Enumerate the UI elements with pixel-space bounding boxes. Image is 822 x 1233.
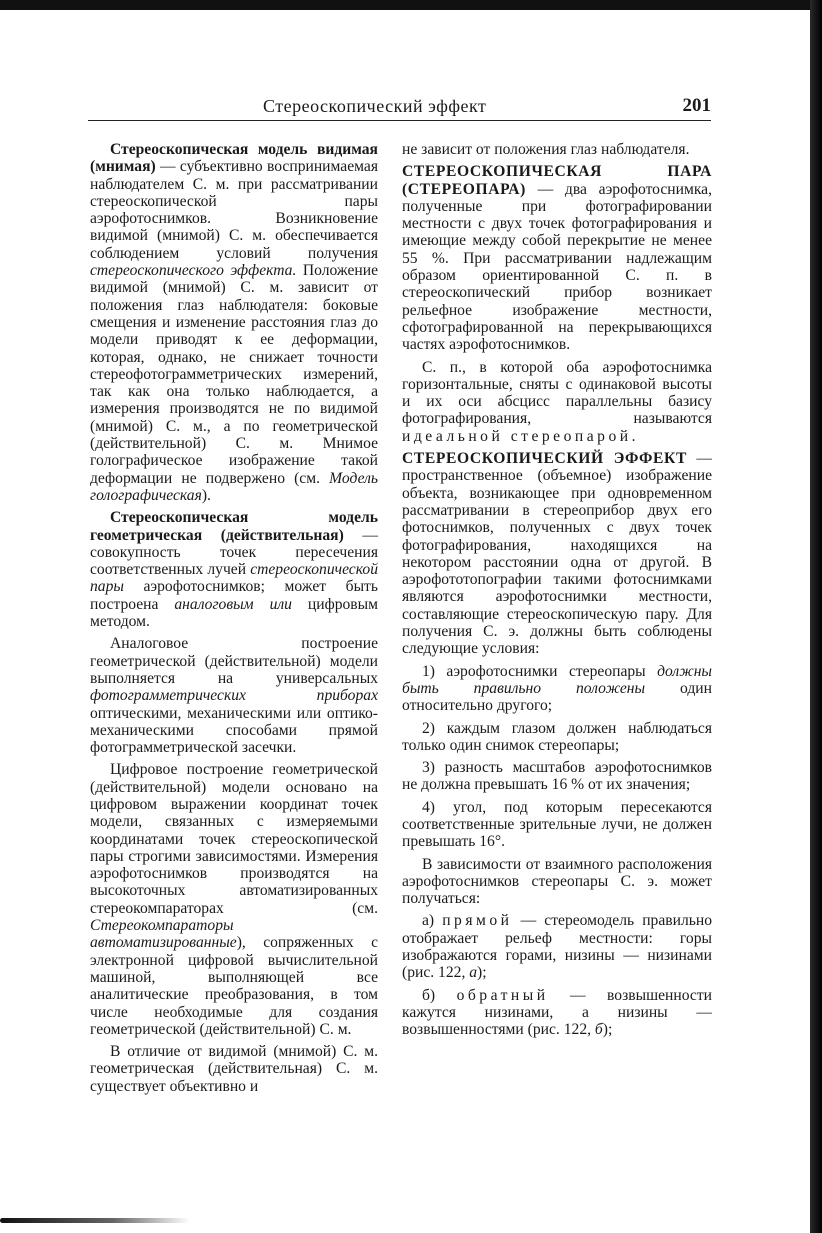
spaced-term: прямой (442, 912, 513, 930)
paragraph-text: С. п., в которой оба аэрофотоснимка горизонтальные, сняты с одинаковой высоты и их оси абсцисс параллельны базису фотографирования, называются (402, 358, 712, 428)
entry-text: ). (201, 486, 211, 504)
entry-model-visible (90, 141, 378, 504)
item-text: — возвышенности кажутся низинами, а низины — возвышенностями (рис. 122, (402, 986, 712, 1039)
entry-term: Стереоскопическая модель видимая (мнимая) (90, 141, 378, 176)
paragraph-text: В отличие от видимой (мнимой) С. м. геометрическая (действительная) С. м. существует объективно и (90, 1043, 378, 1095)
entry-text: Положение видимой (мнимой) С. м. зависит от положения глаз наблюдателя: боковые смещения и изменение расстояния глаз до модели приводят к ее деформации, которая, однако, не снижает точности стереофотограмметрических измерений, так как она только наблюдается, а измерения производятся не по видимой (мнимой) С. м., а по геометрической (действительной) С. м. Мнимое голографическое изображение такой деформации не подвержено (см. (90, 262, 379, 487)
paragraph-text: В зависимости от взаимного расположения аэрофотоснимков стереопары С. э. может получаться: (402, 855, 712, 908)
item-text: ); (477, 964, 487, 982)
emphasis: должны быть правильно положены (402, 662, 712, 697)
paragraph-text: оптическими, механическими или оптико-механическими способами прямой фотограмметрической засечки. (90, 704, 378, 757)
entry-model-geometric (90, 509, 378, 630)
paragraph-text: ), сопряженных с электронной цифровой вычислительной машиной, выполняющей все аналитические преобразования, в том числе необходимые для создания геометрической (действительной) С. м. (90, 934, 378, 1038)
condition-text: 2) каждым глазом должен наблюдаться только один снимок стереопары; (402, 719, 712, 754)
item-text: ); (602, 1021, 613, 1039)
condition-item (402, 663, 712, 715)
running-header (88, 96, 711, 121)
paragraph-ideal-pair (402, 359, 712, 445)
condition-item (402, 720, 712, 755)
left-column (90, 141, 378, 1100)
entry-term: СТЕРЕОСКОПИЧЕСКАЯ ПАРА (СТЕРЕОПАРА) (402, 163, 712, 198)
scan-right-edge (810, 0, 822, 1233)
entry-text: — субъективно воспринимаемая наблюдателем С. м. при рассматривании стереоскопической пары аэрофотоснимков. Возникновение видимой (мнимой) С. м. обеспечивается соблюдением условий получения (90, 158, 378, 262)
condition-text: 4) угол, под которым пересекаются соответственные зрительные лучи, не должен превышать 16°. (402, 798, 712, 851)
scan-top-edge (0, 0, 822, 10)
paragraph-digital (90, 761, 378, 1038)
paragraph-text: не зависит от положения глаз наблюдателя. (402, 141, 690, 158)
condition-text: 3) разность масштабов аэрофотоснимков не должна превышать 16 % от их значения; (402, 759, 712, 794)
right-column (402, 141, 712, 1044)
condition-item (402, 759, 712, 794)
condition-text: 1) аэрофотоснимки стереопары (422, 662, 658, 680)
paragraph-difference (90, 1043, 378, 1095)
spaced-term: обратный (456, 986, 549, 1004)
item-label: а) (422, 912, 443, 930)
cross-reference: фотограмметрических приборах (90, 687, 378, 705)
conditions-list (402, 663, 712, 851)
entry-text: — два аэрофотоснимка, полученные при фотографировании местности с двух точек фотографирования и имеющие между собой перекрытие не менее 55 %. При рассматривании надлежащим образом ориентированной С. п. в стереоскопический прибор возникает рельефное изображение местности, сфотографированной на перекрывающихся частях аэрофотоснимков. (402, 180, 712, 354)
page-number: 201 (682, 95, 711, 116)
condition-text: один относительно другого; (402, 679, 712, 715)
paragraph-dependence (402, 856, 712, 908)
effect-type-reverse (402, 987, 712, 1039)
condition-item (402, 799, 712, 851)
effect-type-direct (402, 912, 712, 981)
cross-reference: Стереокомпараторы автоматизированные (90, 917, 237, 952)
item-text: — стереомодель правильно отображает рельеф местности: горы изображаются горами, низины — низинами (рис. 122, (402, 912, 713, 982)
paragraph-text: Цифровое построение геометрической (действительной) модели основано на цифровом выражении координат точек модели, связанных с измеряемыми координатами точек стереоскопической пары строгими зависимостями. Измерения аэрофотоснимков производятся на высокоточных автоматизированных стереокомпараторах (см. (90, 761, 378, 917)
cross-reference: стереоскопического эффекта. (90, 262, 297, 280)
paragraph-analog (90, 635, 378, 756)
entry-text: — пространственное (объемное) изображение объекта, возникающее при одновременном рассматривании в стереоприбор двух его фотоснимков, полученных с двух точек фотографирования, находящихся на некотором расстоянии одна от другой. В аэрофототопографии такими фотоснимками являются аэрофотоснимки местности, составляющие стереоскопическую пару. Для получения С. э. должны быть соблюдены следующие условия: (402, 450, 712, 658)
spaced-term: идеальной стереопарой. (402, 427, 640, 445)
cross-reference: стереоскопической пары (90, 561, 378, 596)
paragraph-text: Аналоговое построение геометрической (действительной) модели выполняется на универсальных (90, 635, 378, 687)
figure-ref: а (469, 964, 478, 982)
entry-term: СТЕРЕОСКОПИЧЕСКИЙ ЭФФЕКТ (402, 450, 687, 468)
figure-ref: б (594, 1021, 603, 1039)
entry-text: цифровым методом. (90, 595, 378, 631)
header-title: Стереоскопический эффект (263, 96, 487, 116)
scan-smudge (0, 1218, 190, 1223)
entry-stereo-pair (402, 163, 712, 353)
entry-stereo-effect (402, 450, 712, 658)
paragraph-continuation (402, 141, 712, 158)
cross-reference: аналоговым или (174, 595, 292, 613)
cross-reference: Модель голографическая (90, 469, 378, 504)
entry-text: — совокупность точек пересечения соответственных лучей (90, 526, 378, 579)
item-label: б) (422, 986, 457, 1004)
entry-text: аэрофотоснимков; может быть построена (90, 578, 378, 613)
entry-term: Стереоскопическая модель геометрическая (действительная) (90, 509, 378, 544)
